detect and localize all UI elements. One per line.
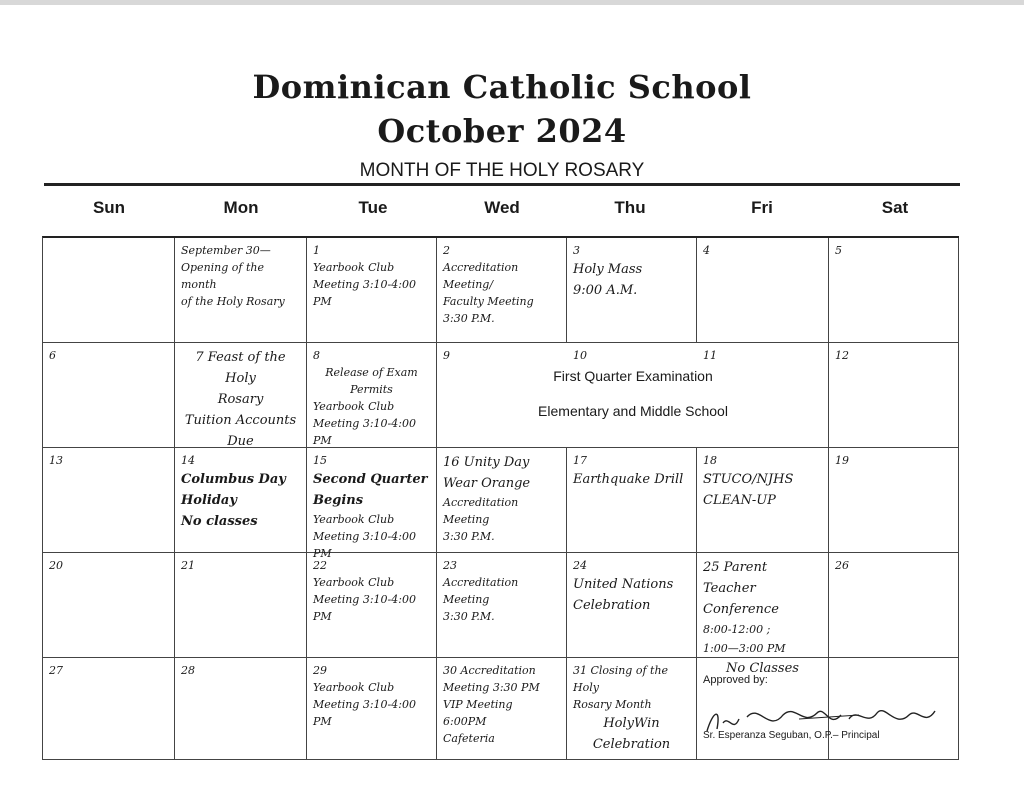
event-text: Begins: [313, 493, 364, 508]
day-header-mon: Mon: [223, 198, 259, 217]
date-number: 14: [181, 454, 195, 467]
top-border: [0, 0, 1024, 5]
event-text: Faculty Meeting: [443, 295, 534, 308]
date-number: 15: [313, 454, 327, 467]
day-header-sun: Sun: [92, 198, 126, 217]
event-text: HolyWin: [603, 716, 660, 731]
calendar-cell: [437, 553, 567, 658]
day-header-tue: Tue: [358, 198, 388, 217]
event-text: 3:30 P.M.: [443, 610, 495, 623]
event-text: of the Holy Rosary: [181, 295, 285, 308]
calendar-cell: [697, 238, 829, 343]
school-name: Dominican Catholic School: [252, 68, 752, 106]
calendar-grid: [42, 236, 959, 760]
event-text: Rosary: [217, 392, 264, 407]
date-number: 10: [573, 349, 587, 362]
day-header-fri: Fri: [751, 198, 773, 217]
calendar-month: October 2024: [377, 112, 627, 150]
signer-name: Sr. Esperanza Seguban, O.P.– Principal: [703, 730, 880, 741]
calendar-cell: [567, 343, 697, 448]
event-text: 16 Unity Day: [443, 455, 530, 470]
event-text: Meeting 3:10-4:00 PM: [313, 417, 416, 447]
event-text: No Classes: [726, 661, 799, 676]
date-number: 19: [835, 454, 849, 467]
day-header-thu: Thu: [614, 198, 646, 217]
day-header-sat: Sat: [881, 198, 909, 217]
calendar-cell: [829, 238, 959, 343]
calendar-cell: [829, 343, 959, 448]
event-text: Columbus Day: [181, 472, 286, 487]
calendar-cell: [567, 238, 697, 343]
event-text: Yearbook Club: [313, 513, 395, 526]
calendar-cell: [567, 448, 697, 553]
calendar-cell: [43, 343, 175, 448]
event-text: Conference: [703, 602, 779, 617]
calendar-cell: [437, 448, 567, 553]
event-text: Due: [227, 434, 254, 449]
exam-banner-line1: First Quarter Examination: [553, 368, 713, 384]
calendar-cell: [437, 238, 567, 343]
event-text: Meeting 3:10-4:00 PM: [313, 278, 416, 308]
event-text: 9:00 A.M.: [573, 283, 638, 298]
month-theme: MONTH OF THE HOLY ROSARY: [359, 160, 645, 181]
calendar-cell: [437, 343, 567, 448]
calendar-cell: [175, 553, 307, 658]
calendar-cell: [567, 658, 697, 760]
calendar-cell: [43, 448, 175, 553]
event-text: Opening of the month: [181, 261, 264, 291]
calendar-cell: [307, 448, 437, 560]
event-text: United Nations: [573, 577, 674, 592]
event-text: Yearbook Club: [313, 400, 395, 413]
calendar-cell: [437, 658, 567, 760]
event-text: Meeting 3:30 PM: [443, 681, 540, 694]
calendar-cell: [175, 448, 307, 553]
date-number: 3: [573, 244, 580, 257]
approved-label: Approved by:: [703, 674, 768, 686]
event-text: 25 Parent Teacher: [703, 560, 768, 596]
calendar-cell: [567, 553, 697, 658]
calendar-cell: [829, 448, 959, 553]
date-number: 18: [703, 454, 717, 467]
date-number: 5: [835, 244, 842, 257]
event-text: Release of Exam: [325, 366, 418, 379]
date-number: 6: [49, 349, 56, 362]
event-text: Wear Orange: [443, 476, 531, 491]
date-number: 8: [313, 349, 320, 362]
calendar-cell: [697, 343, 829, 448]
event-text: Accreditation Meeting: [443, 576, 519, 606]
calendar-cell: [175, 238, 307, 343]
calendar-cell: [43, 658, 175, 760]
event-text: Earthquake Drill: [573, 472, 684, 487]
event-text: STUCO/NJHS: [703, 472, 794, 487]
date-number: 22: [313, 559, 327, 572]
event-text: Meeting 3:10-4:00 PM: [313, 593, 416, 623]
date-number: 27: [49, 664, 63, 677]
event-text: Rosary Month: [573, 698, 652, 711]
event-text: 7 Feast of the Holy: [195, 350, 286, 386]
event-text: Accreditation Meeting/: [443, 261, 519, 291]
event-text: September 30—: [181, 244, 271, 257]
calendar-cell: [175, 343, 307, 448]
event-text: No classes: [181, 514, 258, 529]
exam-banner-line2: Elementary and Middle School: [538, 403, 728, 419]
date-number: 17: [573, 454, 587, 467]
event-text: 8:00-12:00 ;: [703, 623, 771, 636]
date-number: 21: [181, 559, 195, 572]
calendar-cell: [175, 658, 307, 760]
event-text: 30 Accreditation: [443, 664, 536, 677]
event-text: Meeting 3:10-4:00 PM: [313, 698, 416, 728]
day-header-wed: Wed: [484, 198, 520, 217]
calendar-cell: [307, 658, 437, 760]
date-number: 12: [835, 349, 849, 362]
date-number: 28: [181, 664, 195, 677]
header-rule: [44, 183, 960, 186]
date-number: 26: [835, 559, 849, 572]
event-text: CLEAN-UP: [703, 493, 776, 508]
event-text: 3:30 P.M.: [443, 530, 495, 543]
event-text: Accreditation Meeting: [443, 496, 519, 526]
event-text: 3:30 P.M.: [443, 312, 495, 325]
calendar-cell: [829, 553, 959, 658]
date-number: 4: [703, 244, 710, 257]
event-text: VIP Meeting: [443, 698, 513, 711]
calendar-cell: [43, 238, 175, 343]
calendar-cell: [307, 343, 437, 448]
date-number: 20: [49, 559, 63, 572]
event-text: Yearbook Club: [313, 261, 395, 274]
date-number: 23: [443, 559, 457, 572]
event-text: Holy Mass: [573, 262, 643, 277]
event-text: Celebration: [592, 737, 671, 752]
calendar-cell: [307, 238, 437, 343]
event-text: Second Quarter: [313, 472, 428, 487]
event-text: Permits: [350, 383, 393, 396]
date-number: 11: [703, 349, 717, 362]
date-number: 1: [313, 244, 320, 257]
calendar-cell: [43, 553, 175, 658]
date-number: 29: [313, 664, 327, 677]
event-text: Meeting 3:10-4:00 PM: [313, 530, 416, 560]
date-number: 9: [443, 349, 450, 362]
calendar-cell: [307, 553, 437, 658]
event-text: 31 Closing of the Holy: [573, 664, 669, 694]
calendar-cell: [697, 448, 829, 553]
event-text: Yearbook Club: [313, 681, 395, 694]
date-number: 24: [573, 559, 587, 572]
event-text: 6:00PM: [443, 715, 487, 728]
event-text: Tuition Accounts: [184, 413, 297, 428]
calendar-cell: [697, 553, 829, 676]
event-text: Holiday: [181, 493, 237, 508]
event-text: 1:00—3:00 PM: [703, 642, 786, 655]
date-number: 13: [49, 454, 63, 467]
event-text: Cafeteria: [443, 732, 495, 745]
date-number: 2: [443, 244, 450, 257]
event-text: Celebration: [573, 598, 651, 613]
event-text: Yearbook Club: [313, 576, 395, 589]
